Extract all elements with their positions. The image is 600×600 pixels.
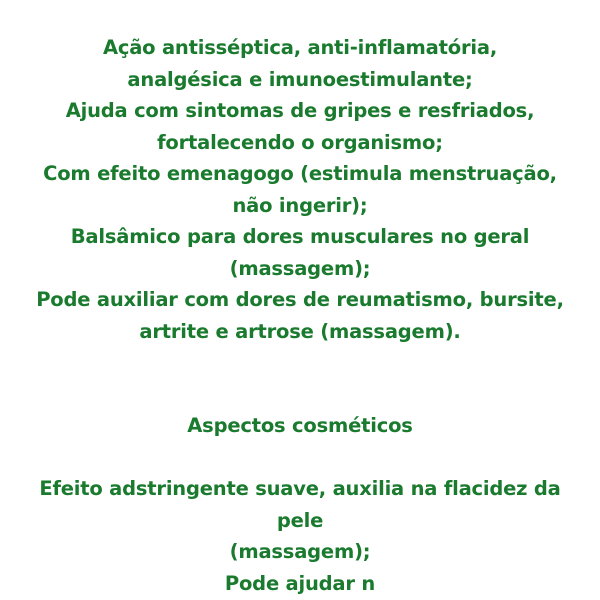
benefit-line: Pode auxiliar com dores de reumatismo, bursite, <box>36 288 564 311</box>
blank-line <box>0 442 600 474</box>
benefit-line: Ação antisséptica, anti-inflamatória, <box>102 36 498 59</box>
cosmetics-heading: Aspectos cosméticos <box>187 414 413 437</box>
cosmetics-line: pele <box>276 508 324 532</box>
benefit-line: (massagem); <box>229 256 371 280</box>
benefit-line: Balsâmico para dores musculares no geral <box>70 225 530 248</box>
cosmetics-line: Pode ajudar n <box>224 571 376 595</box>
benefit-line: artrite e artrose (massagem). <box>139 319 461 343</box>
benefit-line: Com efeito emenagogo (estimula menstruação, <box>43 162 557 185</box>
benefit-line: não ingerir); <box>232 193 368 217</box>
blank-line <box>0 379 600 411</box>
benefit-line: Ajuda com sintomas de gripes e resfriados, <box>65 99 535 122</box>
benefits-section <box>0 32 600 347</box>
cosmetics-section <box>0 410 600 599</box>
benefit-line: analgésica e imunoestimulante; <box>127 67 473 91</box>
cosmetics-line: Efeito adstringente suave, auxilia na flacidez da <box>39 477 561 500</box>
benefit-line: fortalecendo o organismo; <box>157 130 443 154</box>
cosmetics-line: (massagem); <box>229 540 371 563</box>
blank-line <box>0 347 600 379</box>
